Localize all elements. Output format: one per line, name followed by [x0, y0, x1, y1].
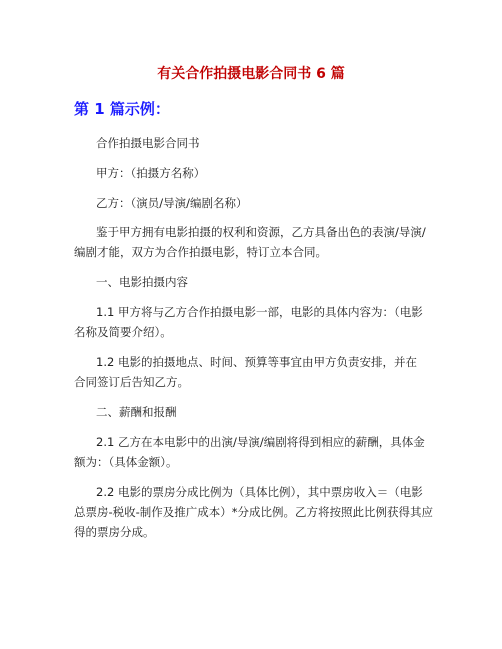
- section-heading: 第 1 篇示例：: [74, 100, 170, 118]
- clause-1-2-line-1: 1.2 电影的拍摄地点、时间、预算等事宜由甲方负责安排，并在: [96, 355, 417, 369]
- clause-1-2-line-2: 合同签订后告知乙方。: [74, 375, 189, 389]
- paragraph-clause-1-2: [74, 352, 434, 392]
- paragraph-clause-2-1: 2.1 乙方在本电影中的出演/导演/编剧将得到相应的薪酬，具体金额为：（具体金额）。: [74, 435, 425, 469]
- document-title: 有关合作拍摄电影合同书 6 篇: [157, 66, 345, 82]
- paragraph-contract-name: 合作拍摄电影合同书: [96, 136, 200, 150]
- paragraph-party-a: 甲方：（拍摄方名称）: [96, 166, 206, 180]
- paragraph-section-one-heading: 一、电影拍摄内容: [96, 275, 188, 289]
- paragraph-preamble: 鉴于甲方拥有电影拍摄的权利和资源，乙方具备出色的表演/导演/编剧才能，双方为合作拍摄电影，特订立本合同。: [74, 225, 426, 259]
- paragraph-clause-1-1: 1.1 甲方将与乙方合作拍摄电影一部，电影的具体内容为：（电影名称及简要介绍）。: [74, 305, 423, 339]
- paragraph-clause-2-2: 2.2 电影的票房分成比例为（具体比例），其中票房收入＝（电影总票房-税收-制作及推广成本）*分成比例。乙方将按照此比例获得其应得的票房分成。: [74, 485, 434, 539]
- paragraph-party-b: 乙方：（演员/导演/编剧名称）: [96, 196, 248, 210]
- paragraph-section-two-heading: 二、薪酬和报酬: [96, 405, 177, 419]
